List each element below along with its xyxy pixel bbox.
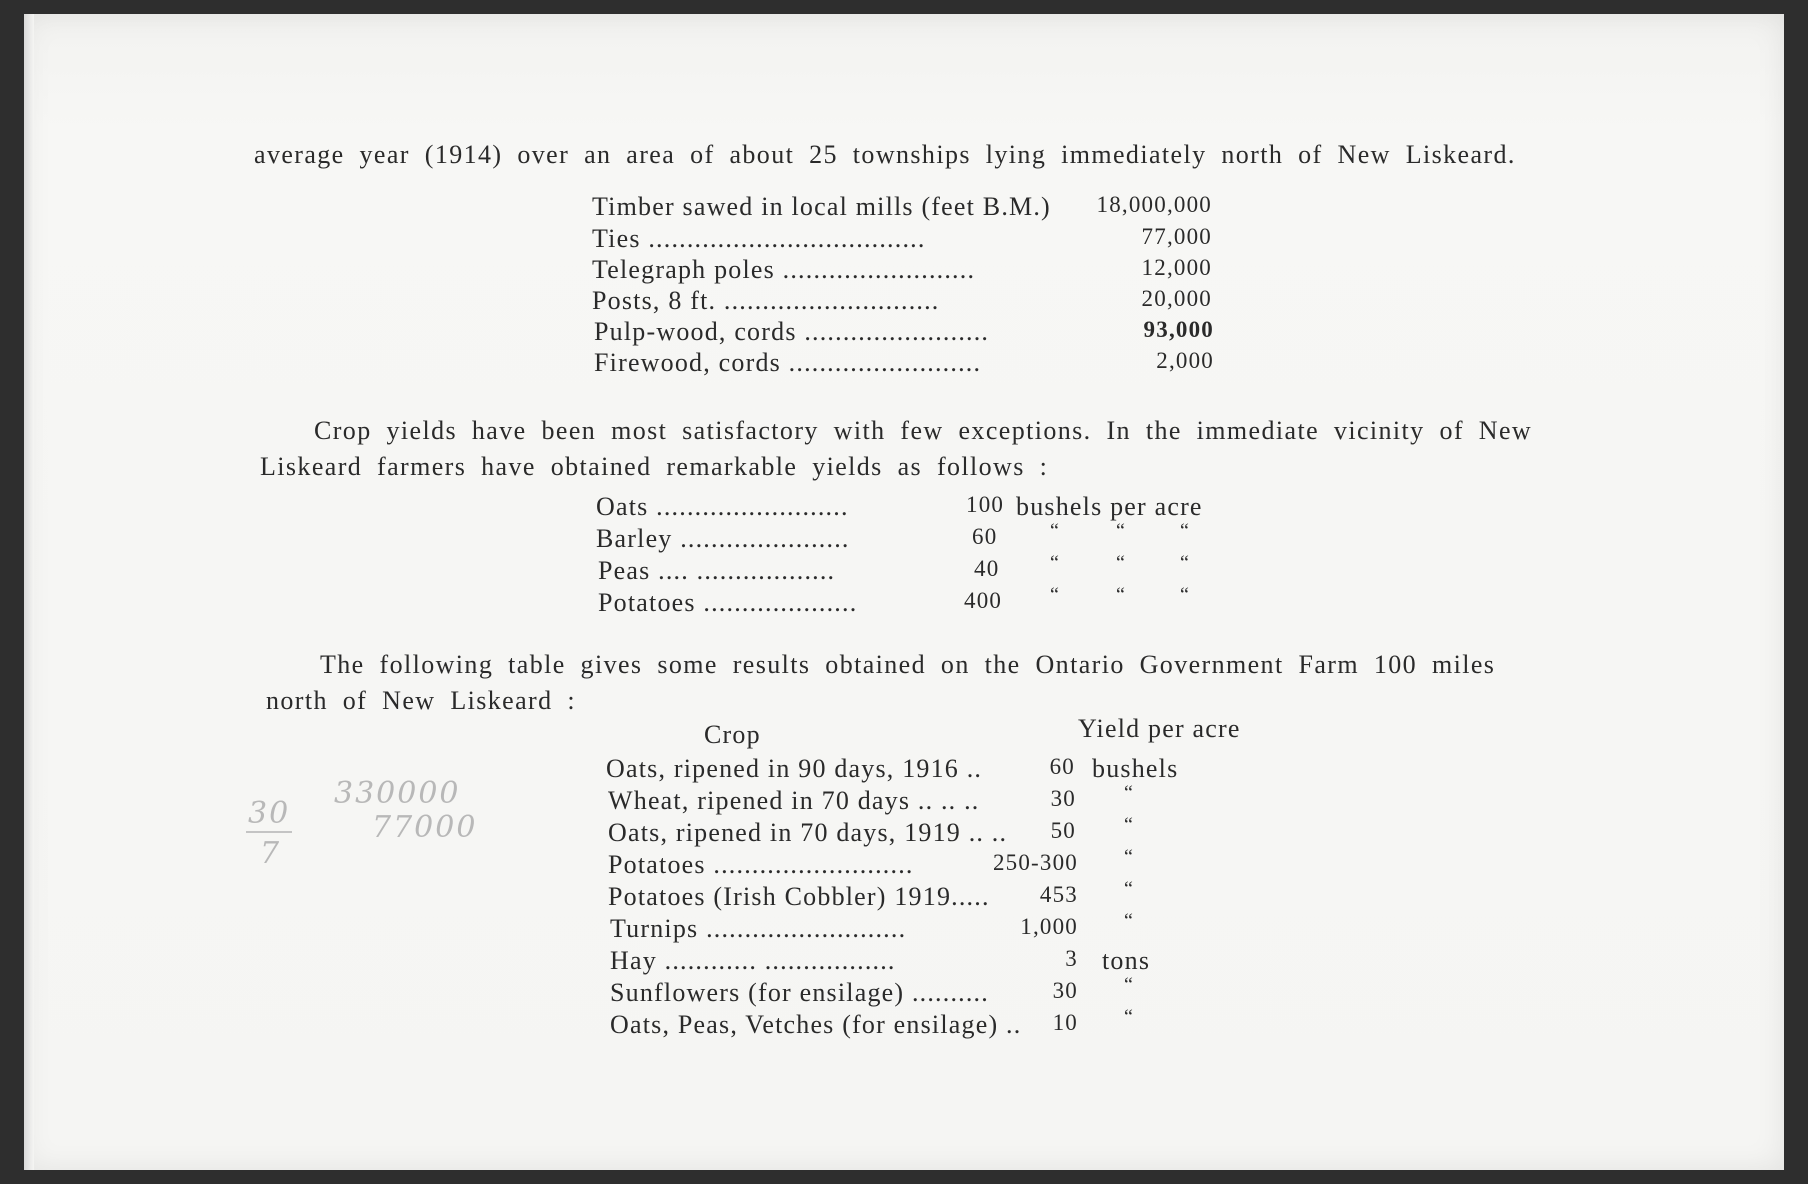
farm-table-header-crop: Crop xyxy=(704,720,761,749)
farm-row-label: Turnips .......................... xyxy=(610,914,907,943)
document-page xyxy=(24,14,1784,1170)
farm-row-label: Oats, ripened in 90 days, 1916 .. xyxy=(606,754,983,783)
farm-row-label: Wheat, ripened in 70 days .. .. .. xyxy=(608,786,980,815)
ditto-mark: “ xyxy=(1124,1006,1133,1028)
crop-paragraph-line1: Crop yields have been most satisfactory with few exceptions. In the immediate vicinity of New xyxy=(314,416,1533,445)
farm-row-value: 50 xyxy=(1050,818,1076,843)
timber-row-value: 2,000 xyxy=(1156,348,1214,373)
yield-row-label: Peas .... .................. xyxy=(598,556,836,585)
timber-row xyxy=(592,255,1292,285)
ditto-mark: “ xyxy=(1050,520,1059,542)
farm-paragraph-line1: The following table gives some results obtained on the Ontario Government Farm 100 miles xyxy=(320,650,1496,679)
farm-row-unit: tons xyxy=(1102,946,1151,975)
farm-row-value: 453 xyxy=(1039,882,1078,907)
timber-row-label: Timber sawed in local mills (feet B.M.) xyxy=(592,192,1051,221)
timber-row-label: Firewood, cords ......................... xyxy=(594,348,982,377)
handwritten-fraction-top: 30 xyxy=(248,796,291,831)
ditto-mark: “ xyxy=(1124,814,1133,836)
yield-row-label: Potatoes .................... xyxy=(598,588,858,617)
farm-row-label: Potatoes (Irish Cobbler) 1919..... xyxy=(608,882,990,911)
ditto-mark: “ xyxy=(1116,552,1125,574)
yield-row xyxy=(596,520,1296,554)
farm-row-label: Hay ............ ................. xyxy=(610,946,896,975)
ditto-mark: “ xyxy=(1124,974,1133,996)
farm-table-row xyxy=(608,782,1308,816)
timber-row xyxy=(594,317,1294,347)
timber-row-value: 77,000 xyxy=(1141,224,1212,249)
yield-row xyxy=(596,492,1296,522)
farm-table-row xyxy=(606,754,1306,784)
farm-row-value: 30 xyxy=(1050,786,1076,811)
handwritten-number-2: 77000 xyxy=(372,810,478,845)
farm-row-value: 1,000 xyxy=(1020,914,1078,939)
yield-row-value: 40 xyxy=(974,556,1000,581)
farm-table-header-yield: Yield per acre xyxy=(1078,714,1241,743)
farm-row-label: Sunflowers (for ensilage) .......... xyxy=(610,978,989,1007)
farm-row-value: 250-300 xyxy=(992,850,1078,875)
ditto-mark: “ xyxy=(1180,552,1189,574)
handwritten-fraction-bottom: 7 xyxy=(260,836,282,871)
ditto-mark: “ xyxy=(1124,910,1133,932)
timber-row xyxy=(592,224,1292,254)
farm-table-row xyxy=(608,846,1308,880)
ditto-mark: “ xyxy=(1116,584,1125,606)
farm-table-row xyxy=(610,946,1310,976)
ditto-mark: “ xyxy=(1050,552,1059,574)
farm-table-row xyxy=(608,878,1308,912)
ditto-mark: “ xyxy=(1124,878,1133,900)
farm-row-value: 3 xyxy=(1065,946,1078,971)
farm-table-row xyxy=(610,910,1310,944)
timber-row xyxy=(592,192,1292,222)
timber-row-value: 93,000 xyxy=(1143,317,1214,342)
farm-table-row xyxy=(610,974,1310,1008)
timber-row xyxy=(594,348,1294,378)
crop-paragraph-line2: Liskeard farmers have obtained remarkable yields as follows : xyxy=(260,452,1049,481)
ditto-mark: “ xyxy=(1050,584,1059,606)
timber-row-label: Ties .................................... xyxy=(592,224,926,253)
farm-row-label: Oats, ripened in 70 days, 1919 .. .. xyxy=(608,818,1008,847)
farm-row-unit: bushels xyxy=(1092,754,1179,783)
farm-table-row xyxy=(608,814,1308,848)
timber-row-label: Telegraph poles ......................... xyxy=(592,255,976,284)
ditto-mark: “ xyxy=(1124,846,1133,868)
farm-row-value: 10 xyxy=(1052,1010,1078,1035)
timber-row-value: 20,000 xyxy=(1141,286,1212,311)
ditto-mark: “ xyxy=(1116,520,1125,542)
farm-row-value: 30 xyxy=(1052,978,1078,1003)
yield-row-value: 60 xyxy=(972,524,998,549)
yield-row-label: Barley ...................... xyxy=(596,524,850,553)
ditto-mark: “ xyxy=(1124,782,1133,804)
timber-row xyxy=(592,286,1292,316)
yield-row-unit: bushels per acre xyxy=(1016,492,1203,521)
timber-row-label: Posts, 8 ft. ............................ xyxy=(592,286,940,315)
farm-row-label: Potatoes .......................... xyxy=(608,850,914,879)
farm-table-row xyxy=(610,1006,1310,1040)
ditto-mark: “ xyxy=(1180,584,1189,606)
intro-line: average year (1914) over an area of about 25 townships lying immediately north of New Liskeard. xyxy=(254,140,1516,169)
farm-row-label: Oats, Peas, Vetches (for ensilage) .. xyxy=(610,1010,1022,1039)
yield-row xyxy=(598,552,1298,586)
yield-row-value: 100 xyxy=(966,492,1005,517)
yield-row-value: 400 xyxy=(964,588,1003,613)
ditto-mark: “ xyxy=(1180,520,1189,542)
timber-row-label: Pulp-wood, cords ........................ xyxy=(594,317,990,346)
timber-row-value: 18,000,000 xyxy=(1096,192,1212,217)
farm-paragraph-line2: north of New Liskeard : xyxy=(266,686,577,715)
handwritten-number-1: 330000 xyxy=(334,776,461,811)
yield-row xyxy=(598,584,1298,618)
farm-row-value: 60 xyxy=(1049,754,1075,779)
timber-row-value: 12,000 xyxy=(1141,255,1212,280)
yield-row-label: Oats ......................... xyxy=(596,492,849,521)
